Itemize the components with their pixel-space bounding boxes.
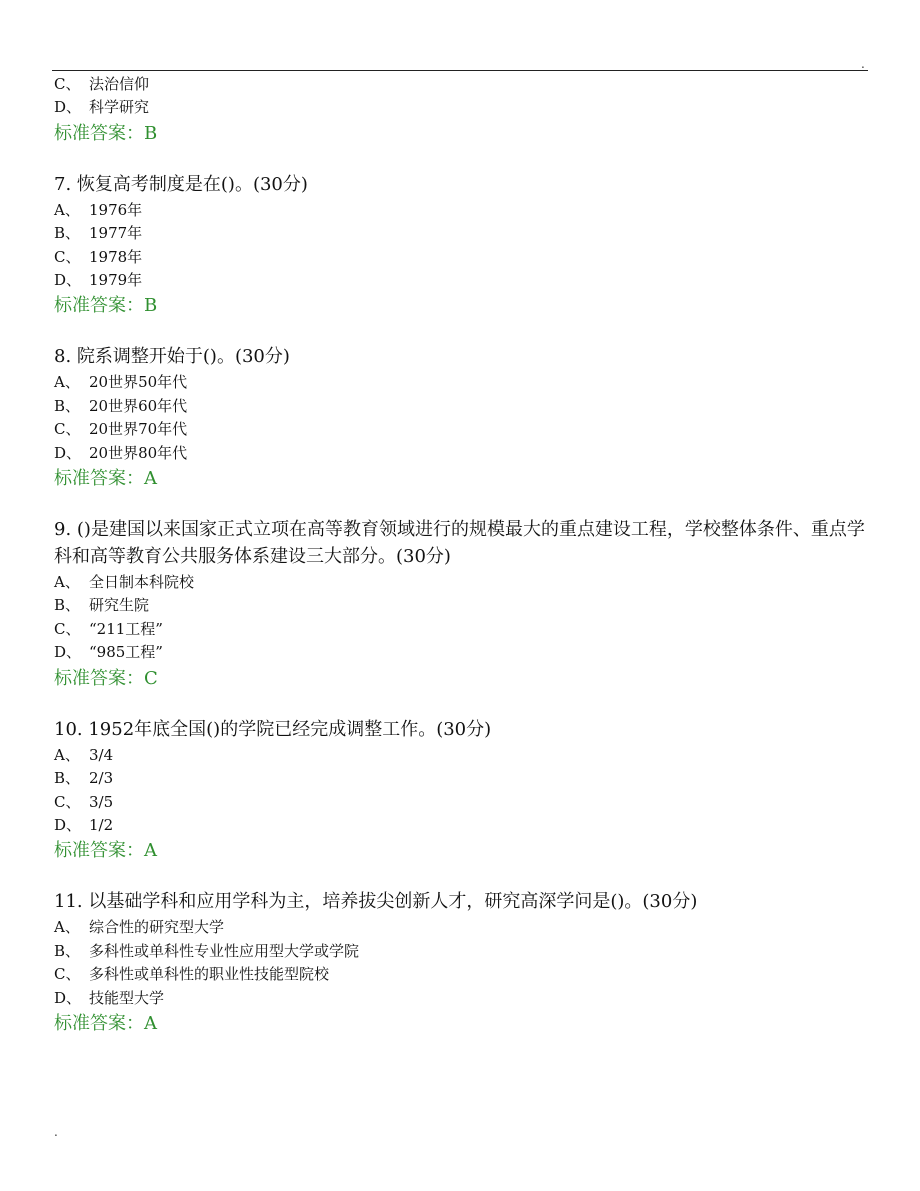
question-prompt: 9. ()是建国以来国家正式立项在高等教育领域进行的规模最大的重点建设工程，学校整体条件、重点学科和高等教育公共服务体系建设三大部分。(30分) [54, 519, 865, 568]
option-b: B、 多科性或单科性专业性应用型大学或学院 [54, 941, 360, 960]
option-a: A、 3/4 [54, 745, 114, 764]
header-mark: . [861, 57, 865, 71]
question-9 [54, 516, 874, 694]
option-d: D、 科学研究 [54, 98, 150, 117]
header-rule [52, 70, 868, 71]
standard-answer: 标准答案：B [54, 295, 158, 317]
question-prompt: 7. 恢复高考制度是在()。(30分) [54, 173, 308, 195]
option-a: A、 1976年 [54, 200, 143, 219]
option-b: B、 20世界60年代 [54, 396, 188, 415]
standard-answer: 标准答案：A [54, 840, 157, 862]
option-c: C、 3/5 [54, 792, 114, 811]
question-prompt: 10. 1952年底全国()的学院已经完成调整工作。(30分) [54, 718, 492, 740]
question-11 [54, 888, 874, 1039]
footer-mark: . [54, 1125, 58, 1139]
standard-answer: 标准答案：C [54, 667, 158, 689]
option-b: B、 2/3 [54, 769, 114, 788]
carryover-block [54, 73, 874, 149]
option-c: C、 “211工程” [54, 619, 163, 638]
question-7 [54, 171, 874, 322]
option-d: D、 技能型大学 [54, 988, 165, 1007]
option-a: A、 综合性的研究型大学 [54, 918, 225, 937]
exam-content [54, 73, 874, 1039]
option-b: B、 1977年 [54, 224, 143, 243]
option-c: C、 多科性或单科性的职业性技能型院校 [54, 965, 330, 984]
standard-answer: 标准答案：B [54, 122, 158, 144]
standard-answer: 标准答案：A [54, 1012, 157, 1034]
option-b: B、 研究生院 [54, 596, 150, 615]
option-c: C、 法治信仰 [54, 75, 150, 93]
standard-answer: 标准答案：A [54, 468, 157, 490]
question-prompt: 8. 院系调整开始于()。(30分) [54, 346, 290, 368]
question-10 [54, 716, 874, 867]
option-c: C、 1978年 [54, 247, 143, 266]
option-a: A、 全日制本科院校 [54, 573, 195, 592]
question-8 [54, 343, 874, 494]
option-c: C、 20世界70年代 [54, 420, 188, 439]
option-a: A、 20世界50年代 [54, 373, 188, 392]
option-d: D、 1/2 [54, 815, 114, 834]
question-prompt: 11. 以基础学科和应用学科为主，培养拔尖创新人才，研究高深学问是()。(30分) [54, 891, 698, 913]
option-d: D、 “985工程” [54, 643, 163, 662]
option-d: D、 1979年 [54, 271, 143, 290]
option-d: D、 20世界80年代 [54, 443, 188, 462]
